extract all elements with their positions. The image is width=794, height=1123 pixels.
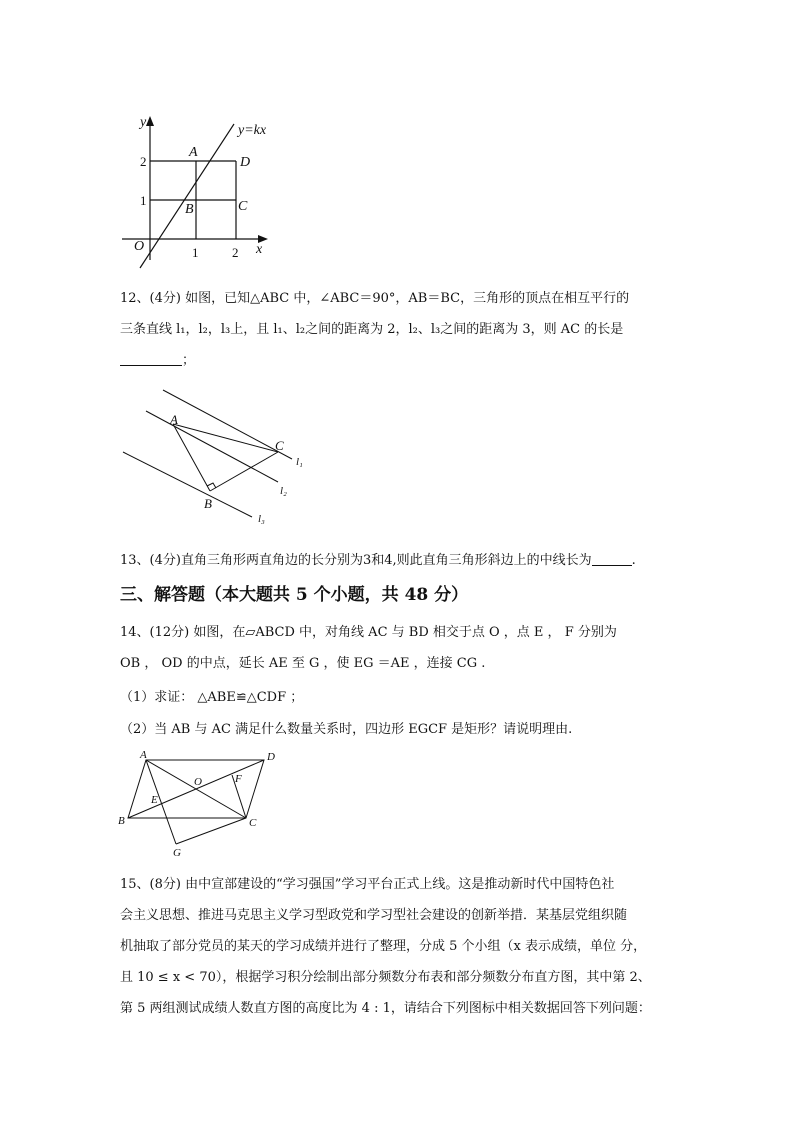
question-13 xyxy=(120,545,680,576)
line-label-l3: l₃ xyxy=(258,513,265,525)
y-axis-arrow-icon xyxy=(146,116,154,126)
q15-line-4: 且 10 ≤ x < 70），根据学习积分绘制出部分频数分布表和部分频数分布直方图，其中第 2、 xyxy=(120,970,651,985)
point-label-a: A xyxy=(170,412,178,427)
q12-line-3-end: ； xyxy=(182,353,196,368)
point-label-a: A xyxy=(140,749,147,761)
side-ac xyxy=(173,424,278,452)
answer-blank xyxy=(120,351,182,366)
question-14 xyxy=(120,617,680,679)
q15-line-2: 会主义思想、推进马克思主义学习型政党和学习型社会建设的创新举措．某基层党组织随 xyxy=(120,908,628,923)
point-label-f: F xyxy=(235,773,242,785)
segment-gc xyxy=(176,818,246,844)
q14-part-1: （1）求证： △ABE≌△CDF ； xyxy=(120,690,304,705)
q13-line xyxy=(120,545,680,576)
y-axis-label: y xyxy=(140,115,147,130)
point-label-b: B xyxy=(204,496,212,511)
side-bc xyxy=(210,452,278,491)
answer-blank xyxy=(592,551,632,566)
q13-end: . xyxy=(631,553,636,568)
question-12 xyxy=(120,283,680,376)
figure-parallelogram xyxy=(115,748,285,858)
q14-line-2: OB ， OD 的中点，延长 AE 至 G ，使 EG ＝AE ，连接 CG . xyxy=(120,656,486,671)
line-label-l1: l₁ xyxy=(296,456,303,468)
point-label-d: D xyxy=(240,155,251,170)
q13-text: 13、(4分)直角三角形两直角边的长分别为3和4,则此直角三角形斜边上的中线长为 xyxy=(120,553,592,568)
tick-label-x2: 2 xyxy=(232,245,239,260)
origin-label: O xyxy=(134,239,145,254)
q12-line-1: 12、(4分) 如图，已知△ABC 中，∠ABC＝90°，AB＝BC，三角形的顶点在相互平行的 xyxy=(120,291,630,306)
figure-parallel-lines-triangle xyxy=(118,390,318,530)
point-label-o: O xyxy=(194,776,202,788)
parallel-line-l3 xyxy=(123,452,252,517)
q15-line-3: 机抽取了部分党员的某天的学习成绩并进行了整理，分成 5 个小组（x 表示成绩，单位 分， xyxy=(120,939,647,954)
point-label-c: C xyxy=(238,199,248,214)
line-label-l2: l₂ xyxy=(280,485,287,497)
tick-label-y2: 2 xyxy=(140,154,147,169)
point-label-e: E xyxy=(151,794,158,806)
point-label-b: B xyxy=(118,815,125,827)
question-15 xyxy=(120,869,680,1024)
point-label-c: C xyxy=(249,817,257,829)
q14-line-1: 14、(12分) 如图，在▱ABCD 中，对角线 AC 与 BD 相交于点 O ，点 E ， F 分别为 xyxy=(120,625,617,640)
q15-line-1: 15、(8分) 由中宣部建设的“学习强国”学习平台正式上线。这是推动新时代中国特色社 xyxy=(120,877,615,892)
line-label: y=kx xyxy=(238,123,267,138)
tick-label-x1: 1 xyxy=(192,245,199,260)
line-y-kx xyxy=(140,124,234,268)
parallel-line-l1 xyxy=(163,390,292,459)
q12-line-3 xyxy=(120,345,680,376)
x-axis-label: x xyxy=(256,242,263,257)
side-ab xyxy=(173,424,210,491)
point-label-b: B xyxy=(185,202,194,217)
section-heading: 三、解答题（本大题共 5 个小题，共 48 分） xyxy=(120,585,469,605)
figure-coordinate-grid xyxy=(118,110,283,270)
q14-part-2: （2）当 AB 与 AC 满足什么数量关系时，四边形 EGCF 是矩形？请说明理由. xyxy=(120,722,573,737)
point-label-d: D xyxy=(267,751,275,763)
tick-label-y1: 1 xyxy=(140,193,147,208)
point-label-c: C xyxy=(275,438,284,453)
point-label-g: G xyxy=(173,847,181,859)
point-label-a: A xyxy=(189,145,198,160)
q15-line-5: 第 5 两组测试成绩人数直方图的高度比为 4 : 1，请结合下列图标中相关数据回答下列问题： xyxy=(120,1001,651,1016)
q12-line-2: 三条直线 l₁，l₂，l₃上，且 l₁、l₂之间的距离为 2，l₂、l₃之间的距离为 3，则 AC 的长是 xyxy=(120,322,624,337)
